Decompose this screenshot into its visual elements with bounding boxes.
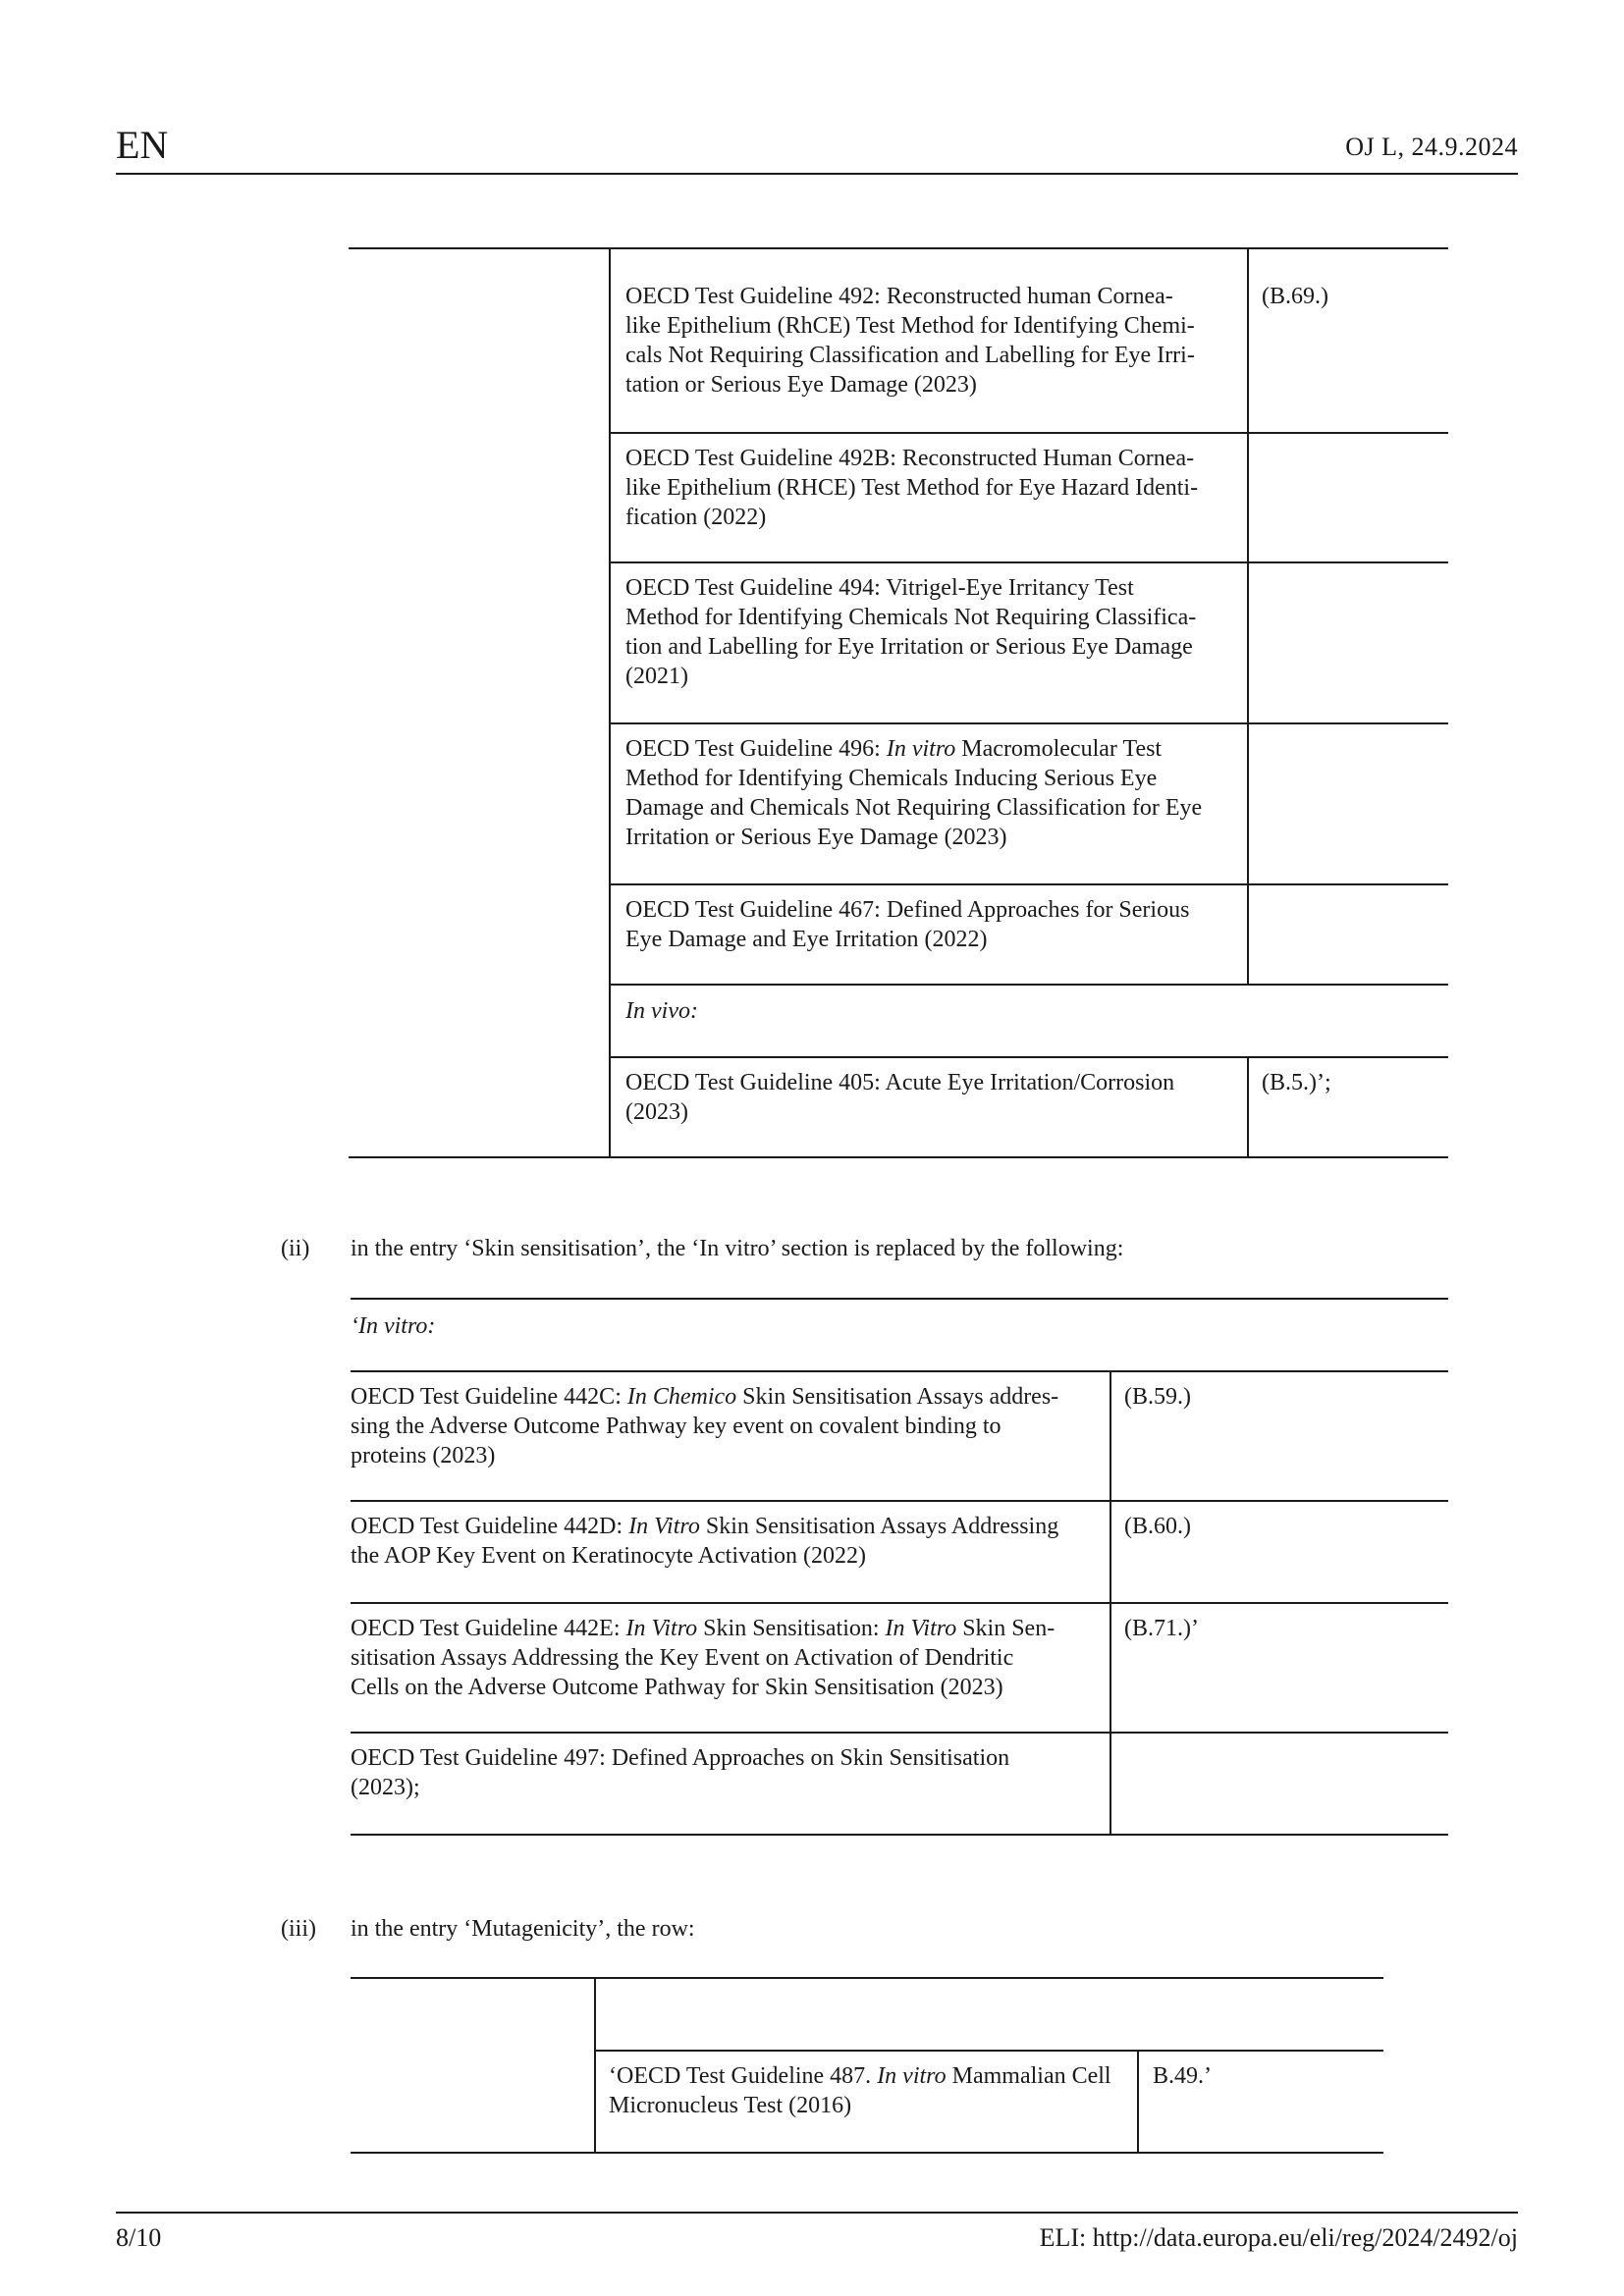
footer-rule <box>116 2212 1518 2214</box>
page-number: 8/10 <box>116 2223 162 2252</box>
table-rule <box>351 1298 1448 1300</box>
reference-cell: (B.69.) <box>1262 284 1328 309</box>
table-cell: OECD Test Guideline 492B: Reconstructed Human Cornea- like Epithelium (RHCE) Test Method for Eye Hazard Identi- fication (2022) <box>625 446 1199 530</box>
table-rule <box>351 1834 1448 1836</box>
table-cell: OECD Test Guideline 497: Defined Approaches on Skin Sensitisation (2023); <box>351 1745 1010 1800</box>
table-cell: OECD Test Guideline 494: Vitrigel-Eye Irritancy Test Method for Identifying Chemicals Not Requiring Classifica- tion and Labelling for Eye Irritation or Serious Eye Damage (2021) <box>625 575 1197 689</box>
journal-reference: OJ L, 24.9.2024 <box>1345 133 1518 161</box>
table-rule <box>609 984 1448 986</box>
amendment-text: in the entry ‘Mutagenicity’, the row: <box>351 1916 695 1942</box>
item-number: (ii) <box>281 1236 310 1261</box>
table-cell: ‘OECD Test Guideline 487. In vitro Mammalian Cell Micronucleus Test (2016) <box>609 2063 1111 2118</box>
skin-sensitisation-table <box>351 1298 1448 1836</box>
table-rule <box>609 883 1448 885</box>
table-rule <box>609 432 1448 434</box>
table-rule <box>349 247 1448 249</box>
reference-cell: (B.71.)’ <box>1124 1616 1199 1641</box>
table-cell: OECD Test Guideline 405: Acute Eye Irritation/Corrosion (2023) <box>625 1070 1175 1125</box>
table-rule <box>351 1602 1448 1604</box>
table-cell: OECD Test Guideline 442D: In Vitro Skin Sensitisation Assays Addressing the AOP Key Event on Keratinocyte Activation (2022) <box>351 1514 1059 1569</box>
item-number: (iii) <box>281 1916 316 1942</box>
reference-cell: (B.5.)’; <box>1262 1070 1331 1095</box>
table-column-rule <box>594 1977 596 2154</box>
reference-cell: (B.59.) <box>1124 1384 1191 1410</box>
table-rule <box>351 1977 1383 1979</box>
eye-irritation-table <box>349 247 1448 1158</box>
table-cell: OECD Test Guideline 442C: In Chemico Skin Sensitisation Assays addres- sing the Adverse Outcome Pathway key event on covalent binding to proteins (2023) <box>351 1384 1059 1468</box>
table-column-rule <box>1137 2050 1139 2154</box>
table-rule <box>351 1370 1448 1372</box>
table-cell: OECD Test Guideline 492: Reconstructed human Cornea- like Epithelium (RhCE) Test Method for Identifying Chemi- cals Not Requiring Classification and Labelling for Eye Irri- tation or Serious Eye Damage (2023) <box>625 284 1195 398</box>
table-cell: OECD Test Guideline 442E: In Vitro Skin Sensitisation: In Vitro Skin Sen- sitisation Assays Addressing the Key Event on Activation of Dendritic Cells on the Adverse Outcome Pathway for Skin Sensitisation (2023) <box>351 1616 1056 1700</box>
table-column-rule <box>1247 1056 1249 1158</box>
reference-cell: (B.60.) <box>1124 1514 1191 1539</box>
table-cell: OECD Test Guideline 496: In vitro Macromolecular Test Method for Identifying Chemicals Inducing Serious Eye Damage and Chemicals Not Requiring Classification for Eye Irritation or Serious Eye Damage (2023) <box>625 736 1203 850</box>
table-rule <box>351 2152 1383 2154</box>
mutagenicity-table <box>351 1977 1383 2154</box>
table-column-rule <box>1247 247 1249 984</box>
table-rule <box>351 1500 1448 1502</box>
header-rule <box>116 173 1518 175</box>
eli-link[interactable]: ELI: http://data.europa.eu/eli/reg/2024/2492/oj <box>1039 2223 1518 2252</box>
language-label: EN <box>116 123 169 167</box>
table-rule <box>609 722 1448 724</box>
table-rule <box>609 561 1448 563</box>
table-column-rule <box>609 247 611 1158</box>
table-column-rule <box>1110 1370 1111 1836</box>
table-cell: OECD Test Guideline 467: Defined Approaches for Serious Eye Damage and Eye Irritation (2022) <box>625 897 1190 952</box>
section-heading: ‘In vitro: <box>351 1313 436 1339</box>
reference-cell: B.49.’ <box>1153 2063 1212 2089</box>
table-rule <box>594 2050 1383 2052</box>
amendment-text: in the entry ‘Skin sensitisation’, the ‘In vitro’ section is replaced by the following: <box>351 1236 1124 1261</box>
section-heading: In vivo: <box>625 998 698 1024</box>
table-rule <box>349 1156 1448 1158</box>
table-rule <box>609 1056 1448 1058</box>
table-rule <box>351 1732 1448 1734</box>
